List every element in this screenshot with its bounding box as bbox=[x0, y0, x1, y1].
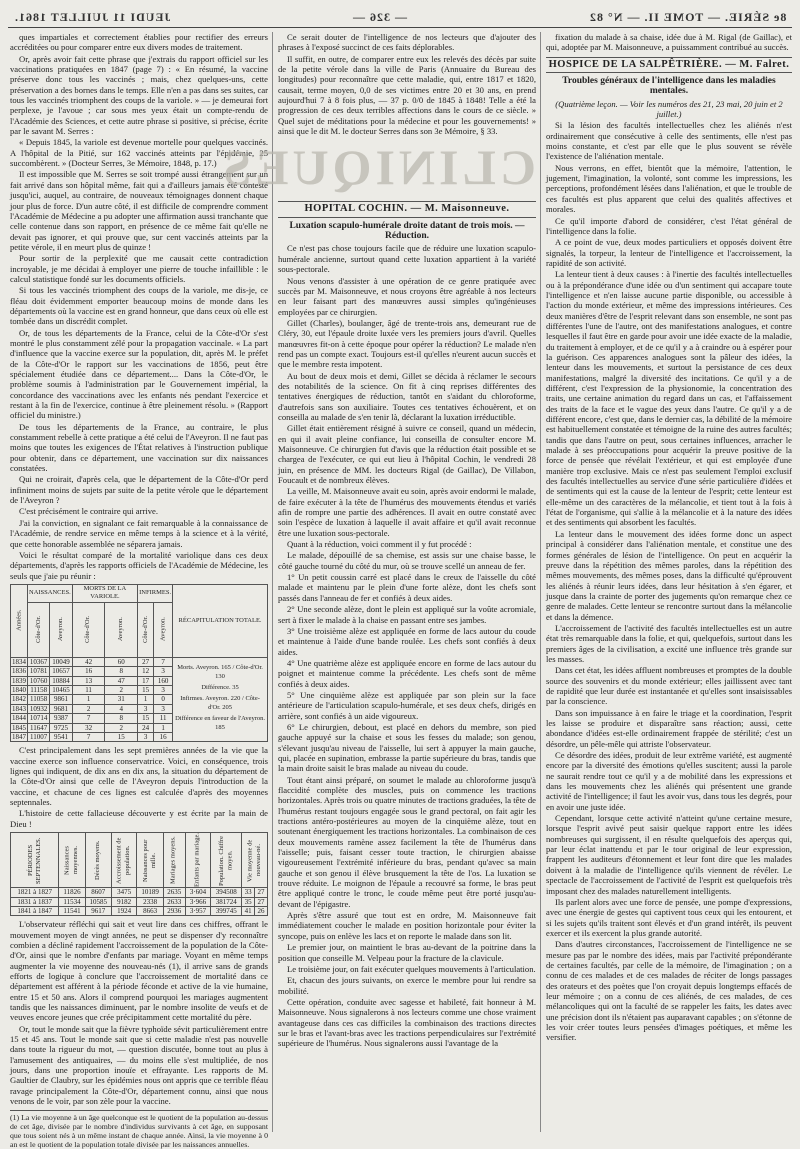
table-cell: 3·957 bbox=[185, 906, 211, 915]
recap-line: Infirmes. Aveyron. 220 / Côte-d'Or. 205 bbox=[174, 695, 266, 712]
th-group: NAISSANCES. bbox=[28, 584, 73, 602]
paragraph: Or, de tous les départements de la France, celui de la Côte-d'Or s'est montré le plus constamment zélé pour la propagation vaccinale. « La part d'influence que la vaccine exerce sur la population, dit, après M. le préfet de la Côte-d'Or le rapport sur les vaccinations de 1856, peut être spécialement étudiée dans ce département.... Dans la Côte-d'Or, le problème soumis à l'administration par le Gouvernement impérial, la concordance des vaccinations avec les enfants nés pendant l'exercice et restant à la fin de l'exercice, continue à être pleinement résolu. » (Rapport officiel du ministre.) bbox=[10, 328, 268, 421]
paragraph: « Depuis 1845, la variole est devenue mortelle pour quelques vaccinés. A l'hôpital de la Pitié, sur 162 vaccinés atteints par l'épidémie, 25 succombèrent. » (Docteur Serres, 3e Mémoire, 1848, p. 17.) bbox=[10, 137, 268, 168]
table-cell: 60 bbox=[105, 657, 138, 666]
paragraph: Gillet était entièrement résigné à suivre ce conseil, quand un médecin, en qui il avait pleine confiance, lui conseilla de consulter encore M. Maisonneuve. Ce chirurgien fut d'avis que la réduction était possible et se chargea de l'exécuter, ce qui eut lieu à l'hôpital Cochin, le vendredi 28 juin, en présence de MM. les docteurs Rigal (de Gaillac), De Villabon, Foucault et de nombreux élèves. bbox=[278, 423, 536, 485]
table-cell: 1 bbox=[154, 723, 173, 732]
article-subtitle: (Quatrième leçon. — Voir les numéros des 21, 23 mai, 20 juin et 2 juillet.) bbox=[546, 99, 792, 120]
recap-line: Différence en faveur de l'Aveyron. 185 bbox=[174, 715, 266, 732]
table-cell: 13 bbox=[72, 676, 105, 685]
header-left: JEUDI 11 JUILLET 1861. bbox=[14, 10, 170, 25]
table-cell: 17 bbox=[138, 676, 154, 685]
paragraph: Dans d'autres circonstances, l'accroissement de l'intelligence ne se mesure pas par le nombre des idées, mais par l'activité prépondérante de certaines facultés, par celle de la mémoire, de l'imagination ; on a connu de ces malades et de ces malades de réciter de longs passages des orateurs et des poètes que l'on croyait depuis longtemps effacés de leur mémoire ; on a connu de ces aliénés, de ces malades, de ces mélancoliques qui ont la faculté de se rappeler les faits, les dates avec une précision dont ils n'étaient pas auparavant capables ; on s'étonne de les voir créer toutes leurs pensées d'images poétiques, et même les versifier. bbox=[546, 939, 792, 1042]
th-sub: Côte-d'Or. bbox=[28, 602, 50, 657]
th-sub: Aveyron. bbox=[105, 602, 138, 657]
col2-paragraphs bbox=[278, 243, 536, 1048]
header-rule bbox=[8, 27, 792, 28]
paragraph: Le premier jour, on maintient le bras au-devant de la poitrine dans la position que conseille M. Velpeau pour la fracture de la clavicule. bbox=[278, 942, 536, 963]
paragraph: La veille, M. Maisonneuve avait eu soin, après avoir endormi le malade, de faire exécuter à la tête de l'humérus des mouvements étendus et variés afin de rompre une partie des adhérences. Il avait en outre constaté avec soin l'espèce de luxation à laquelle il avait affaire et qu'il avait reconnue être une luxation sous-pectorale. bbox=[278, 486, 536, 538]
paragraph: Nous verrons, en effet, bientôt que la mémoire, l'attention, le jugement, l'imagination, la volonté, sont comme les impressions, les perceptions, profondément lésées dans l'aliénation, et que le trouble de ces facultés est plus apparent que celui des qualités affectives et morales. bbox=[546, 163, 792, 215]
show-through-heading: CLINIQUES bbox=[278, 137, 536, 197]
table-cell: 26 bbox=[255, 906, 268, 915]
th-sub: Aveyron. bbox=[50, 602, 72, 657]
paragraph: Ce serait douter de l'intelligence de nos lecteurs que d'ajouter des phrases à l'exposé succinct de ces faits déplorables. bbox=[278, 32, 536, 53]
table-cell: 399745 bbox=[211, 906, 242, 915]
table-cell: 2 bbox=[105, 723, 138, 732]
table-cell: 33 bbox=[242, 888, 255, 897]
paragraph: Le malade, dépouillé de sa chemise, est assis sur une chaise basse, le côté gauche tourné du côté du mur, où se trouve scellé un anneau de fer. bbox=[278, 550, 536, 571]
table-cell: 8 bbox=[105, 667, 138, 676]
section-heading-cochin: HOPITAL COCHIN. — M. Maisonneuve. bbox=[278, 201, 536, 217]
table-cell: 2633 bbox=[163, 897, 185, 906]
table-cell: 9617 bbox=[85, 906, 111, 915]
table-cell: 15 bbox=[138, 714, 154, 723]
table-cell: 1924 bbox=[111, 906, 137, 915]
table-cell: 2 bbox=[72, 704, 105, 713]
table-cell: 10932 bbox=[28, 704, 50, 713]
article-title-luxation: Luxation scapulo-humérale droite datant de trois mois. — Réduction. bbox=[278, 221, 536, 242]
table-cell: 27 bbox=[255, 888, 268, 897]
table-cell: 1841 à 1847 bbox=[11, 906, 59, 915]
paragraph: L'observateur réfléchi qui sait et veut lire dans ces chiffres, offrant le mouvement moyen de vingt années, ne peut se dispenser d'y reconnaître combien a décliné rapidement l'accroissement de la population de la Côte-d'Or, ainsi que le nombre d'enfants par mariage. Voyant en même temps augmenter la vie moyenne des nouveau-nés (1), il arrive sans de grands efforts de logique à conclure que l'accroissement de mortalité dans ce département est afférent à la période féconde et active de la vie humaine, entre 15 et 50 ans. Alors il comprend pourquoi les mariages augmentent tandis que les naissances diminuent, par le nombre insolite de veufs et de veuves encore jeunes que crée précipitamment cette mortalité du père. bbox=[10, 919, 268, 1022]
column-1 bbox=[10, 32, 268, 1132]
col3-intro: fixation du malade à sa chaise, idée due à M. Rigal (de Gaillac), et qui, adoptée par M. Maisonneuve, a puissamment contribué au succès. bbox=[546, 32, 792, 53]
th-sub: Côte-d'Or. bbox=[138, 602, 154, 657]
paragraph: Or, tout le monde sait que la fièvre typhoïde sévit particulièrement entre 15 et 45 ans. Tout le monde sait que si cette maladie n'est pas nouvelle dans toute la rigueur du mot, — question discutée, bonne tout au plus à l'amusement des antiquaires, — du moins elle s'est multipliée, de nos jours, dans une proportion inouïe et effrayante. Les rapports de M. Gaultier de Claubry, sur les épidémies nous ont appris que ce terrible fléau ravage principalement la Côte-d'Or, département connu, ainsi que nous venons de le voir, par son zèle pour la vaccine. bbox=[10, 1024, 268, 1107]
paragraph: J'ai la conviction, en signalant ce fait remarquable à la connaissance de l'Académie, de rendre service en même temps à la science et à la vérité, que cette honorable assemblée ne séparera jamais. bbox=[10, 518, 268, 549]
column-divider bbox=[272, 32, 273, 1132]
table-cell: 0 bbox=[154, 695, 173, 704]
table-cell: 394508 bbox=[211, 888, 242, 897]
table-cell: 1834 bbox=[11, 657, 28, 666]
table-cell: 8663 bbox=[137, 906, 163, 915]
table-cell: 11534 bbox=[59, 897, 85, 906]
col1-after-table bbox=[10, 745, 268, 829]
paragraph: Après s'être assuré que tout est en ordre, M. Maisonneuve fait immédiatement coucher le malade en position horizontale pour éviter la syncope, puis on enlève les lacs et on reporte le malade dans son lit. bbox=[278, 910, 536, 941]
paragraph: Quant à la réduction, voici comment il y fut procédé : bbox=[278, 539, 536, 549]
table-cell: 11 bbox=[72, 685, 105, 694]
table-cell: 15 bbox=[138, 685, 154, 694]
table-cell: 1843 bbox=[11, 704, 28, 713]
table-row bbox=[11, 906, 268, 915]
table-cell: 10760 bbox=[28, 676, 50, 685]
table-cell: 1844 bbox=[11, 714, 28, 723]
th-sub: Aveyron. bbox=[154, 602, 173, 657]
paragraph: 2° Une seconde alèze, dont le plein est appliqué sur la voûte acromiale, sert à fixer le malade à la chaise en passant entre ses jambes. bbox=[278, 604, 536, 625]
table-cell: 3 bbox=[154, 667, 173, 676]
recap-line: Différence. 35 bbox=[174, 684, 266, 692]
table-cell: 10884 bbox=[50, 676, 72, 685]
th-sub: Côte-d'Or. bbox=[72, 602, 105, 657]
paragraph: C'est principalement dans les sept premières années de la vie que la vaccine exerce son influence conservatrice. Voici, en conséquence, trois lignes qui indiquent, de dix ans en dix ans, la situation du département de la Côte-d'Or ainsi que celle de l'Aveyron depuis l'introduction de la vaccine, et chacune de ces lignes est calculée d'après des moyennes septennales. bbox=[10, 745, 268, 807]
paragraph: Pour sortir de la perplexité que me causait cette contradiction incroyable, je me décidai à employer une pierre de touche infaillible : le calcul statistique fondé sur les documents officiels. bbox=[10, 253, 268, 284]
table-cell: 11058 bbox=[28, 695, 50, 704]
table-cell: 41 bbox=[242, 906, 255, 915]
paragraph: A ce point de vue, deux modes particuliers et opposés doivent être signalés, la torpeur, la lenteur de l'intelligence et l'accroissement, la rapidité de son activité. bbox=[546, 237, 792, 268]
paragraph: Ils parlent alors avec une force de pensée, une pompe d'expressions, avec une énergie de gestes qui captivent tous ceux qui les entourent, et si les sujets qu'ils traitent sont élevés et d'un grand intérêt, ils peuvent exercer et ils exercent la plus grande autorité. bbox=[546, 897, 792, 938]
th-years: Années. bbox=[11, 584, 28, 657]
th-recap: RÉCAPITULATION TOTALE. bbox=[173, 584, 268, 657]
paragraph: Ce désordre des idées, produit de leur extrême variété, est augmenté encore par la diversité des émotions qu'elles suscitent; aussi la parole ne saurait rendre tout ce qu'il y a de mobilité dans les expressions et dans les mouvements chez les aliénés qui présentent une grande activité de l'intelligence; il faut les avoir vus, dans tous les degrés, pour en avoir une juste idée. bbox=[546, 750, 792, 812]
page-number: — 326 — bbox=[352, 10, 407, 25]
table-cell: 1831 à 1837 bbox=[11, 897, 59, 906]
table-cell: 2338 bbox=[137, 897, 163, 906]
table-row bbox=[11, 657, 268, 666]
table-cell: 8 bbox=[105, 714, 138, 723]
table-cell: 16 bbox=[154, 732, 173, 741]
paragraph: 3° Une troisième alèze est appliquée en forme de lacs autour du coude et maintenue à l'aide d'une bande roulée. Les chefs sont confiés à deux aides. bbox=[278, 626, 536, 657]
table-cell: 7 bbox=[72, 714, 105, 723]
table-cell: 1847 bbox=[11, 732, 28, 741]
table-cell: 16 bbox=[72, 667, 105, 676]
table-cell: 1845 bbox=[11, 723, 28, 732]
column-header: PÉRIODES SEPTENNALES. bbox=[11, 833, 59, 888]
table-row bbox=[11, 888, 268, 897]
table-cell: 3 bbox=[138, 704, 154, 713]
table-cell: 9541 bbox=[50, 732, 72, 741]
table-cell: 10189 bbox=[137, 888, 163, 897]
table-cell: 9182 bbox=[111, 897, 137, 906]
paragraph: L'histoire de cette fallacieuse découverte y est écrite par la main de Dieu ! bbox=[10, 808, 268, 829]
section-heading-salpetriere: HOSPICE DE LA SALPÊTRIÈRE. — M. Falret. bbox=[546, 57, 792, 73]
table-cell: 12 bbox=[138, 667, 154, 676]
table-cell: 31 bbox=[105, 695, 138, 704]
article-title-troubles: Troubles généraux de l'intelligence dans les maladies mentales. bbox=[546, 76, 792, 97]
table-cell: 7 bbox=[72, 732, 105, 741]
table-cell: 10657 bbox=[50, 667, 72, 676]
column-header: Population. Chiffre moyen. bbox=[211, 833, 242, 888]
paragraph: Le troisième jour, on fait exécuter quelques mouvements à l'articulation. bbox=[278, 964, 536, 974]
column-divider bbox=[540, 32, 541, 1132]
table-cell: 10781 bbox=[28, 667, 50, 676]
table-cell: 2 bbox=[105, 685, 138, 694]
paragraph: Il suffit, en outre, de comparer entre eux les relevés des décès par suite de la petite vérole dans la ville de Paris (Annuaire du Bureau des longitudes) pour reconnaître que cette maladie, qui, entre 1817 et 1820, causait, terme moyen, 0,0 de ses victimes entre 20 et 30 ans, en prend aujourd'hui 7 à 8 fois plus, — 37 p. 0/0 de 1845 à 1848! Telle a été la progression de ces deux terribles affections dans le cours de ce siècle. » Quel sujet de méditations pour la médecine et pour les gouvernements! » ainsi que le dit M. le docteur Serres dans son 3e Mémoire, § 33. bbox=[278, 54, 536, 137]
table-cell: 32 bbox=[72, 723, 105, 732]
table-cell: 27 bbox=[255, 897, 268, 906]
table-cell: 11541 bbox=[59, 906, 85, 915]
column-header: Mariages moyens. bbox=[163, 833, 185, 888]
table-cell: 3 bbox=[154, 685, 173, 694]
footnote: (1) La vie moyenne à un âge quelconque est le quotient de la population au-dessus de cet âge, divisée par le nombre d'individus survivants à cet âge, en supposant que tous soient nés à un même instant de chaque année. Ainsi, la vie moyenne à 0 an est le quotient de la population totale divisée par les naissances annuelles. bbox=[10, 1110, 268, 1149]
paragraph: Et, chacun des jours suivants, on exerce le membre pour lui rendre sa mobilité. bbox=[278, 975, 536, 996]
table-cell: 9681 bbox=[50, 704, 72, 713]
table-cell: 11 bbox=[154, 714, 173, 723]
paragraph: La lenteur tient à deux causes : à l'inertie des facultés intellectuelles ou à la prépondérance d'une idée ou d'un sentiment qui accapare toute l'intelligence et n'en laisse aucune partie disponible, ou accessible à l'action du monde extérieur, et même des impressions intérieures. Ces deux manières d'être de l'esprit relevant dans son ensemble, ne sont pas différentes l'une de l'autre, ont des manifestations analogues, et contre lesquelles il faut être en garde pour avoir une idée exacte de la maladie, du traitement à employer, et de ce qu'il y a à craindre ou à espérer pour la guérison. Ces apparences analogues sont la pâleur des idées, la lenteur dans les mouvements, et surtout la persistance de ces deux manifestations, malgré la diversité des incitations. Ce qu'il y a de différent, c'est l'expression de la physionomie, la concentration des traits, une certaine animation du regard dans un cas, et l'affaissement des traits de la face et le vague des yeux dans l'autre. Ce qu'il y a de différent encore, c'est que, dans le dernier cas, la débilité de la mémoire est habituellement constatée et témoigne de la ruine des autres facultés; tandis que dans l'autre on peut, sous certaines influences, arracher le malade à ses préoccupations pour acquérir la preuve positive de la force de pensée que révélait l'extérieur, et qui est employée d'une manière trop exclusive. Mais ce n'est pas seulement l'emploi exclusif des facultés intellectuelles au service d'une série particulière d'idées et de sentiments qui est la cause de la lenteur de l'esprit; cette lenteur est elle-même un des caractères de la mélancolie, et tient tout à la fois à l'état de l'organisme, qui s'allie à la mélancolie et à la nature des idées et des sentiments qui absorbent les facultés. bbox=[546, 269, 792, 528]
paragraph: Voici le résultat comparé de la mortalité variolique dans ces deux départements, d'après les rapports officiels de l'Académie de Médecine, les seuls que j'aie pu réunir : bbox=[10, 550, 268, 581]
table-cell: 1821 à 1827 bbox=[11, 888, 59, 897]
paragraph: Nous venons d'assister à une opération de ce genre pratiquée avec succès par M. Maisonneuve, et nous croyons être agréable à nos lecteurs en leur faisant part des manœuvres aussi simples qu'ingénieuses employées par ce chirurgien. bbox=[278, 276, 536, 317]
table-cell: 1842 bbox=[11, 695, 28, 704]
table-cell: 47 bbox=[105, 676, 138, 685]
table-cell: 2936 bbox=[163, 906, 185, 915]
paragraph: Dans cet état, les idées affluent nombreuses et promptes de la double source des souvenirs et du monde extérieur; elles jaillissent avec tant de rapidité que leur durée est instantanée et qu'elles sont insaisissables par la conscience. bbox=[546, 665, 792, 706]
table-cell: 9861 bbox=[50, 695, 72, 704]
running-header bbox=[14, 8, 786, 26]
col2-intro bbox=[278, 32, 536, 136]
paragraph: Au bout de deux mois et demi, Gillet se décida à réclamer le secours des notabilités de la science. On fit à cinq reprises différentes des tentatives énergiques de réduction, tantôt en s'aidant du chloroforme, d'autrefois sans son auxiliaire. Toutes ces tentatives échouèrent, et on conseilla au malade de s'en tenir là, déclarant la luxation irréductible. bbox=[278, 371, 536, 423]
vaccination-table bbox=[10, 584, 268, 742]
paragraph: Il est impossible que M. Serres se soit trompé aussi étrangement sur un fait arrivé dans son hôpital même, fait qui a d'ailleurs jamais été contesté jusqu'ici, auquel, au contraire, de nouveaux témoignages donnent chaque jour plus de force. D'un autre côté, il est difficile de comprendre comment l'Académie de Médecine a pu adopter une affirmation aussi tranchante que celle contenue dans son rapport, en présence de ce même fait qu'elle ne devait pas ignorer, et qui prouve que, sur cent vaccinés atteints par la petite vérole, il en meurt plus de quinze ! bbox=[10, 169, 268, 252]
table-cell: 7 bbox=[154, 657, 173, 666]
table-cell: 1 bbox=[72, 695, 105, 704]
table-cell: 3·966 bbox=[185, 897, 211, 906]
population-table bbox=[10, 832, 268, 916]
table-cell: 11647 bbox=[28, 723, 50, 732]
paragraph: Tout étant ainsi préparé, on soumet le malade au chloroforme jusqu'à flaccidité complète des muscles, puis on commence les tractions horizontales. Après trois ou quatre minutes de tractions graduées, la tête de l'humérus restant toujours engagée sous le grand pectoral, on fait agir les tractions antéro-postérieures au moyen de la cinquième alèze, tout en soutenant énergiquement les tractions horizontales. La combinaison de ces deux mouvements ramène assez facilement la tête de l'humérus dans l'aisselle; puis, faisant cesser toute traction, le chirurgien abaisse vigoureusement l'extrémité inférieure du bras, pendant qu'avec sa main gauche et son genou il élève brusquement la tête de l'os. La luxation se trouve réduite. Le moignon de l'épaule a recouvré sa forme, le bras peut être appliqué contre le tronc, le coude même peut être porté jusqu'au-devant de l'épigastre. bbox=[278, 775, 536, 909]
table-cell: 10714 bbox=[28, 714, 50, 723]
paragraph: Gillet (Charles), boulanger, âgé de trente-trois ans, demeurant rue de Cléry, 30, eut l'épaule droite luxée vers les premiers jours d'avril. Quelles manœuvres fit-on à cette époque pour opérer la réduction? Le malade n'en rend pas un compte exact. Toujours est-il qu'elles n'eurent aucun succès et que le membre resta impotent. bbox=[278, 318, 536, 370]
paragraph: 6° Le chirurgien, debout, est placé en dehors du membre, son pied gauche appuyé sur la chaise et sous les fesses du malade; son genou, s'élevant jusqu'au niveau de l'aisselle, lui sert à appuyer la main gauche, qui, placée en supination, embrasse la partie supérieure du bras, tandis que la main droite saisit le bras malade au niveau du coude. bbox=[278, 722, 536, 774]
paragraph: De tous les départements de la France, au contraire, le plus constamment rebelle à cette pratique a été celui de l'Aveyron. Il ne faut pas moins que toutes les exigences de l'État relatives à l'instruction publique pour obtenir, dans ce département, une vaccination sur dix naissances constatées. bbox=[10, 422, 268, 474]
table-cell: 10585 bbox=[85, 897, 111, 906]
paragraph: Qui ne croirait, d'après cela, que le département de la Côte-d'Or perd infiniment moins de sujets par suite de la petite vérole que le département de l'Aveyron ? bbox=[10, 474, 268, 505]
table-cell: 24 bbox=[138, 723, 154, 732]
table-cell: 1840 bbox=[11, 685, 28, 694]
table-cell: 381724 bbox=[211, 897, 242, 906]
paragraph: Si la lésion des facultés intellectuelles chez les aliénés n'est ordinairement que consécutive à celle des sentiments, elle n'est pas moins constante, et c'est par elle que le plus souvent se révèle l'existence de l'aliénation mentale. bbox=[546, 120, 792, 161]
table-cell: 3 bbox=[154, 704, 173, 713]
paragraph: 4° Une quatrième alèze est appliquée encore en forme de lacs autour du poignet et maintenue comme la précédente. Les chefs sont de même confiés à deux aides. bbox=[278, 658, 536, 689]
paragraph: 1° Un petit coussin carré est placé dans le creux de l'aisselle du côté malade et maintenu par le plein d'une forte alèze, dont les chefs sont passés dans l'anneau de fer et confiés à deux aides. bbox=[278, 572, 536, 603]
column-header: Décès moyens. bbox=[85, 833, 111, 888]
table-cell: 1836 bbox=[11, 667, 28, 676]
table-cell: 160 bbox=[154, 676, 173, 685]
table-row bbox=[11, 897, 268, 906]
table-cell: 4 bbox=[105, 704, 138, 713]
table-cell: 8607 bbox=[85, 888, 111, 897]
table-cell: 11158 bbox=[28, 685, 50, 694]
table-cell: 1 bbox=[138, 695, 154, 704]
table-cell: 3475 bbox=[111, 888, 137, 897]
table-cell: 15 bbox=[105, 732, 138, 741]
table-cell: 11007 bbox=[28, 732, 50, 741]
paragraph: La lenteur dans le mouvement des idées forme donc un aspect principal à considérer dans l'aliénation mentale, et constitue une des formes générales de lésion de l'intelligence. On peut en acquérir la preuve dans la répétition des mêmes paroles, dans la répétition des mêmes mouvements, des mêmes poses, dans la difficulté qu'éprouvent les aliénés à réunir leurs idées, dans leur hésitation à s'en égarer, et jusque dans la crainte de porter des jugements qu'on remarque chez ce genre de malades. Cette lenteur se rencontre surtout dans la mélancolie et dans la démence. bbox=[546, 529, 792, 622]
column-header: Enfants par mariage. bbox=[185, 833, 211, 888]
paragraph: 5° Une cinquième alèze est appliquée par son plein sur la face antérieure de l'articulation scapulo-humérale, et ses deux chefs, dirigés en arrière, sont confiés à un aide vigoureux. bbox=[278, 690, 536, 721]
table-cell: 27 bbox=[138, 657, 154, 666]
paragraph: Dans son impuissance à en faire le triage et la coordination, l'esprit les laisse se produire et disparaître sans réaction; aussi, cette abondance d'idées est-elle ordinairement frappée de stérilité; c'est un désordre, un pêle-mêle qui attriste l'observateur. bbox=[546, 708, 792, 749]
table-cell: 1839 bbox=[11, 676, 28, 685]
column-header: Accroissement de population. bbox=[111, 833, 137, 888]
recap-line: Morts. Aveyron. 165 / Côte-d'Or. 130 bbox=[174, 664, 266, 681]
table-cell: 11826 bbox=[59, 888, 85, 897]
col1-paragraphs bbox=[10, 32, 268, 581]
header-right: 8e SÉRIE. — TOME II. — N° 82 bbox=[589, 10, 786, 25]
table-cell: 9387 bbox=[50, 714, 72, 723]
column-3 bbox=[546, 32, 792, 1132]
col3-paragraphs bbox=[546, 120, 792, 1042]
paragraph: C'est précisément le contraire qui arrive. bbox=[10, 506, 268, 516]
column-2 bbox=[278, 32, 536, 1132]
paragraph: Cette opération, conduite avec sagesse et habileté, fait honneur à M. Maisonneuve. Nous signalerons à nos lecteurs comme une chose vraiment avantageuse dans ces cas difficiles la combinaison des tractions directes sur le bras et l'avant-bras avec les tractions perpendiculaires sur l'extrémité supérieure de l'humérus. Nous signalerons aussi l'avantage de la bbox=[278, 997, 536, 1049]
th-group: INFIRMES. bbox=[138, 584, 173, 602]
paragraph: Cependant, lorsque cette activité n'atteint qu'une certaine mesure, lorsque l'esprit avivé peut saisir quelque rapport entre les idées nombreuses qui surgissent, il en résulte quelquefois des aperçus qui, par leur éclat inattendu et par le tour original de leur expression, frappent les auditeurs d'étonnement et leur font dire que les malades doivent à la maladie de l'intelligence qu'ils viennent de révéler. Le spectacle de l'accroissement de l'activité de l'esprit est quelquefois très imposant chez des malades naturellement intelligents. bbox=[546, 813, 792, 896]
table-cell: 3·604 bbox=[185, 888, 211, 897]
table-cell: 2635 bbox=[163, 888, 185, 897]
table-cell: 42 bbox=[72, 657, 105, 666]
table-cell: 35 bbox=[242, 897, 255, 906]
th-group: MORTS DE LA VARIOLE. bbox=[72, 584, 137, 602]
recap-cell bbox=[173, 657, 268, 742]
paragraph: Ce qu'il importe d'abord de considérer, c'est l'état général de l'intelligence dans la folie. bbox=[546, 216, 792, 237]
paragraph: ques impartiales et correctement établies pour rectifier des erreurs accréditées ou pour comparer entre eux divers modes de traitement. bbox=[10, 32, 268, 53]
column-header: Naissances pour mille. bbox=[137, 833, 163, 888]
table-cell: 9725 bbox=[50, 723, 72, 732]
column-header: Naissances moyennes. bbox=[59, 833, 85, 888]
paragraph: L'accroissement de l'activité des facultés intellectuelles est un autre état très remarquable dans la folie, et qui, quelquefois, surtout dans les premiers âges de la civilisation, a excité une influence très grande sur les masses. bbox=[546, 623, 792, 664]
paragraph: Ce n'est pas chose toujours facile que de réduire une luxation scapulo-humérale ancienne, surtout quand cette luxation appartient à la variété sous-pectorale. bbox=[278, 243, 536, 274]
table-cell: 10465 bbox=[50, 685, 72, 694]
table-cell: 10049 bbox=[50, 657, 72, 666]
table-cell: 10367 bbox=[28, 657, 50, 666]
paragraph: Si tous les vaccinés triomphent des coups de la variole, me dis-je, ce fléau doit évidemment emporter beaucoup moins de monde dans les départements où la vaccine est en grand honneur, que dans ceux où elle est tombée dans un discrédit complet. bbox=[10, 285, 268, 326]
paragraph: Or, après avoir fait cette phrase que j'extrais du rapport officiel sur les vaccinations pratiquées en 1847 (page 7) : « En résumé, la vaccine préserve donc tous les vaccinés ; mais, chez quelques-uns, cette préservation a des bornes dans le temps. Elle n'en a pas dans ses suites, car tous les vaccinés triomphent des coups de la variole. » — je demeurai fort perplexe, je l'avoue ; car sous mes yeux était un compte-rendu de l'Académie des Sciences, et cette autre phrase si positive, si précise, écrite par le savant M. Serres : bbox=[10, 54, 268, 137]
column-header: Vie moyenne de nouveau-né. bbox=[242, 833, 268, 888]
col1-conclusion bbox=[10, 919, 268, 1106]
table-cell: 3 bbox=[138, 732, 154, 741]
